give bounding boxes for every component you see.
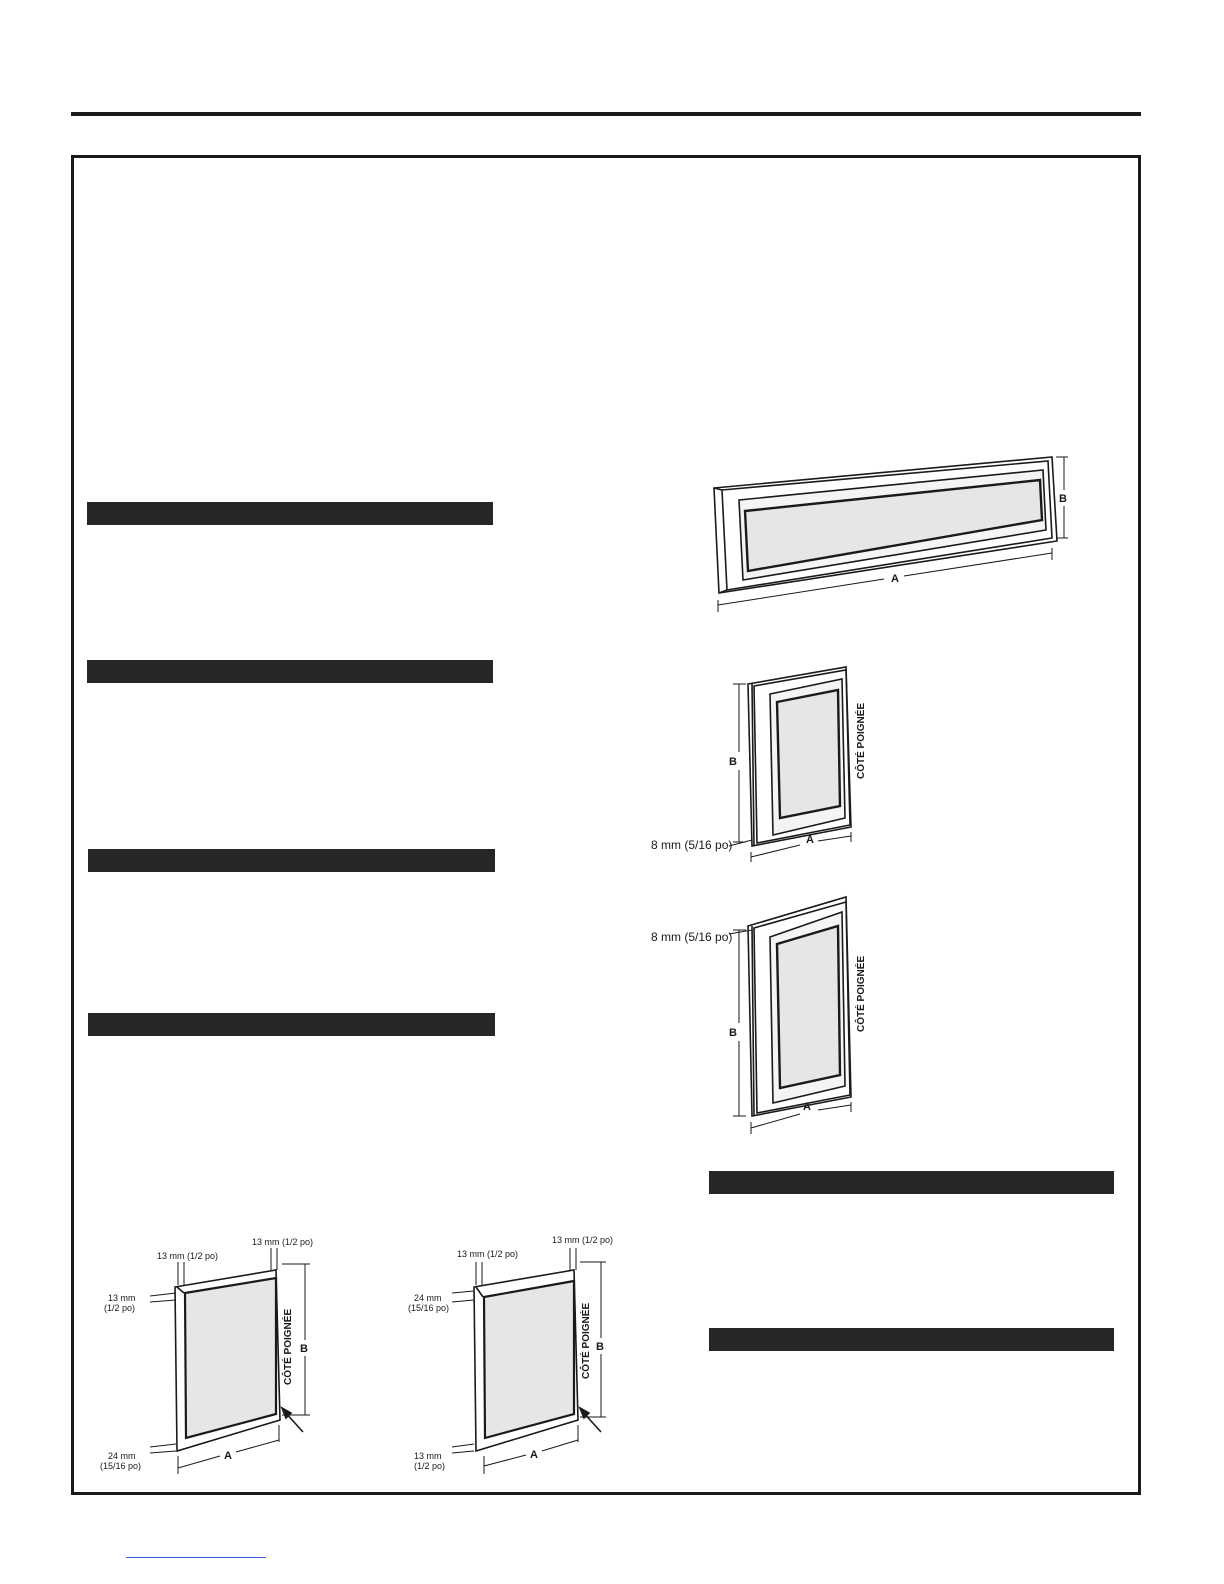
- panel-left-dim-top-right: 13 mm (1/2 po): [252, 1237, 314, 1247]
- panel-right-handle-side: CÔTÉ POIGNÉE: [581, 1302, 592, 1379]
- panel-right-label-b: B: [596, 1341, 604, 1353]
- panel-left-dim-side-bottom-2: (15/16 po): [100, 1461, 142, 1471]
- panel-left-label-a: A: [224, 1450, 232, 1462]
- panel-right-dim-side-bottom-1: 13 mm: [414, 1451, 442, 1461]
- panel-left-dim-side-bottom-1: 24 mm: [108, 1451, 136, 1461]
- panel-right-dim-top-left: 13 mm (1/2 po): [457, 1249, 519, 1259]
- door-small-offset: 8 mm (5/16 po): [651, 838, 733, 852]
- panel-right-dim-side-top-1: 24 mm: [414, 1293, 442, 1303]
- panel-left-dim-top-left: 13 mm (1/2 po): [157, 1251, 219, 1261]
- footer-link-underline[interactable]: [126, 1557, 266, 1558]
- door-small-handle-side: CÔTÉ POIGNÉE: [856, 702, 867, 779]
- door-tall-label-a: A: [803, 1101, 811, 1113]
- door-tall-label-b: B: [729, 1027, 737, 1039]
- panel-left-dim-side-top-2: (1/2 po): [104, 1303, 136, 1313]
- door-small-label-b: B: [729, 756, 737, 768]
- panel-left-label-b: B: [300, 1343, 308, 1355]
- panel-right-dim-side-bottom-2: (1/2 po): [414, 1461, 446, 1471]
- door-small-label-a: A: [806, 834, 814, 846]
- panel-left-dim-side-top-1: 13 mm: [108, 1293, 136, 1303]
- panel-right-dim-side-top-2: (15/16 po): [408, 1303, 450, 1313]
- panel-left-handle-side: CÔTÉ POIGNÉE: [283, 1308, 294, 1385]
- panel-right-label-a: A: [530, 1449, 538, 1461]
- drawer-label-b: B: [1059, 493, 1067, 505]
- panel-right-dim-top-right: 13 mm (1/2 po): [552, 1235, 614, 1245]
- door-tall-offset: 8 mm (5/16 po): [651, 930, 733, 944]
- drawer-label-a: A: [891, 573, 899, 585]
- door-tall-handle-side: CÔTÉ POIGNÉE: [856, 955, 867, 1032]
